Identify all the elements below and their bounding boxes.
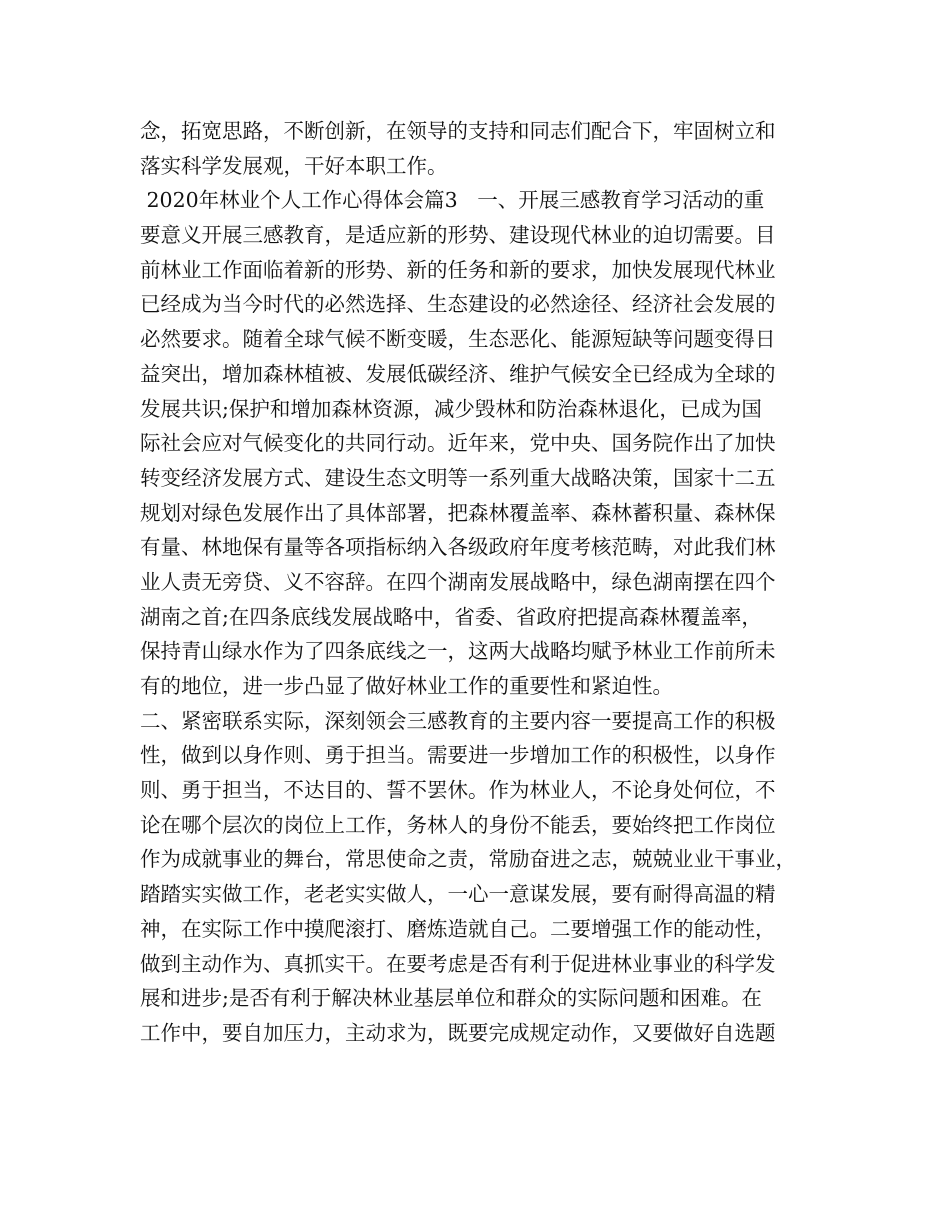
text-line: 则、勇于担当，不达目的、誓不罢休。作为林业人，不论身处何位，不 xyxy=(140,778,776,803)
text-line: 落实科学发展观，干好本职工作。 xyxy=(140,153,448,178)
text-line: 转变经济发展方式、建设生态文明等一系列重大战略决策，国家十二五 xyxy=(140,465,776,490)
text-line: 做到主动作为、真抓实干。在要考虑是否有利于促进林业事业的科学发 xyxy=(140,951,776,976)
text-line: 必然要求。随着全球气候不断变暖，生态恶化、能源短缺等问题变得日 xyxy=(140,327,776,352)
text-line: 要意义开展三感教育，是适应新的形势、建设现代林业的迫切需要。目 xyxy=(140,223,776,248)
text-line: 性，做到以身作则、勇于担当。需要进一步增加工作的积极性，以身作 xyxy=(140,743,776,768)
text-line: 论在哪个层次的岗位上工作，务林人的身份不能丢，要始终把工作岗位 xyxy=(140,812,776,837)
text-line: 业人责无旁贷、义不容辞。在四个湖南发展战略中，绿色湖南摆在四个 xyxy=(140,569,776,594)
text-line: 有量、林地保有量等各项指标纳入各级政府年度考核范畴，对此我们林 xyxy=(140,535,776,560)
text-line: 规划对绿色发展作出了具体部署，把森林覆盖率、森林蓄积量、森林保 xyxy=(140,500,776,525)
text-line: 已经成为当今时代的必然选择、生态建设的必然途径、经济社会发展的 xyxy=(140,292,776,317)
text-line: 益突出，增加森林植被、发展低碳经济、维护气候安全已经成为全球的 xyxy=(140,361,776,386)
text-line: 神，在实际工作中摸爬滚打、磨炼造就自己。二要增强工作的能动性， xyxy=(140,916,776,941)
text-line: 湖南之首;在四条底线发展战略中，省委、省政府把提高森林覆盖率， xyxy=(140,604,762,629)
text-line: 发展共识;保护和增加森林资源，减少毁林和防治森林退化，已成为国 xyxy=(140,396,762,421)
text-line: 工作中，要自加压力，主动求为，既要完成规定动作，又要做好自选题 xyxy=(140,1020,776,1045)
text-line: 念，拓宽思路，不断创新，在领导的支持和同志们配合下，牢固树立和 xyxy=(140,119,776,143)
text-line: 有的地位，进一步凸显了做好林业工作的重要性和紧迫性。 xyxy=(140,674,673,698)
text-line: 际社会应对气候变化的共同行动。近年来，党中央、国务院作出了加快 xyxy=(140,431,776,456)
text-line: 二、紧密联系实际，深刻领会三感教育的主要内容一要提高工作的积极 xyxy=(140,708,776,733)
text-line: 踏踏实实做工作，老老实实做人，一心一意谋发展，要有耐得高温的精 xyxy=(140,882,776,907)
text-line: 作为成就事业的舞台，常思使命之责，常励奋进之志，兢兢业业干事业， xyxy=(140,847,796,872)
text-line: 保持青山绿水作为了四条底线之一，这两大战略均赋予林业工作前所未 xyxy=(140,639,776,664)
section-heading-line: 2020年林业个人工作心得体会篇3 一、开展三感教育学习活动的重 xyxy=(140,188,765,213)
body-text xyxy=(140,114,820,1051)
text-line: 展和进步;是否有利于解决林业基层单位和群众的实际问题和困难。在 xyxy=(140,986,762,1011)
text-line: 前林业工作面临着新的形势、新的任务和新的要求，加快发展现代林业 xyxy=(140,257,776,282)
